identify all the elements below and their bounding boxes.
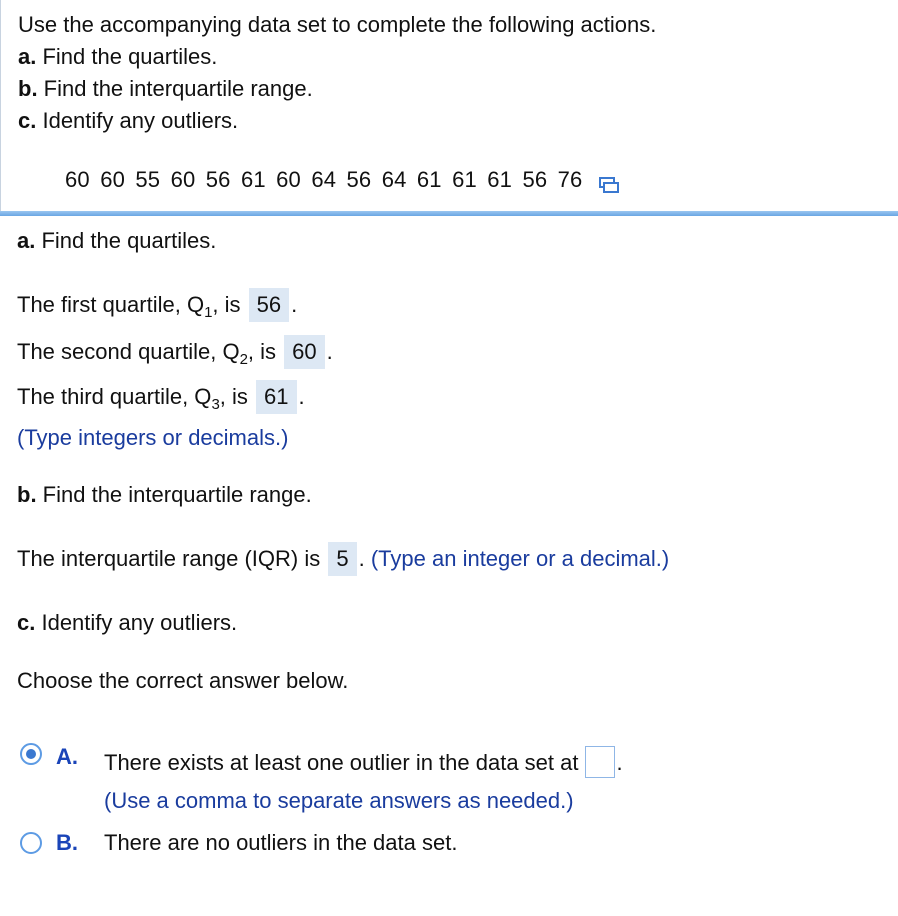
problem-item-letter: c. xyxy=(18,108,37,133)
part-c-letter: c. xyxy=(17,610,36,635)
option-a-text[interactable] xyxy=(104,746,623,780)
q1-subscript: 1 xyxy=(204,304,213,321)
part-c-instruction: Choose the correct answer below. xyxy=(17,668,349,693)
option-b-text[interactable]: There are no outliers in the data set. xyxy=(104,830,458,855)
q2-mid: , is xyxy=(247,339,277,364)
iqr-line xyxy=(17,542,669,576)
iqr-suffix: . xyxy=(358,546,365,571)
data-value: 61 xyxy=(487,167,519,192)
option-a-hint: (Use a comma to separate answers as needed.) xyxy=(104,788,574,813)
iqr-hint: (Type an integer or a decimal.) xyxy=(370,546,670,571)
q2-subscript: 2 xyxy=(239,351,248,368)
problem-intro: Use the accompanying data set to complete the following actions. xyxy=(18,12,657,37)
data-value: 61 xyxy=(416,167,449,192)
data-value: 56 xyxy=(346,167,378,192)
q1-answer-box[interactable]: 56 xyxy=(249,288,289,322)
option-a-label: There exists at least one outlier in the data set at xyxy=(104,750,579,775)
problem-item-b xyxy=(18,74,313,104)
data-value: 61 xyxy=(240,167,273,192)
part-c-heading xyxy=(17,606,237,640)
q3-subscript: 3 xyxy=(211,396,220,413)
data-value: 56 xyxy=(522,167,554,192)
part-c-heading-text: Identify any outliers. xyxy=(35,610,238,635)
data-value: 64 xyxy=(311,167,343,192)
option-b-radio[interactable] xyxy=(20,832,42,854)
q2-prefix: The second quartile, Q xyxy=(17,339,240,364)
iqr-answer-box[interactable]: 5 xyxy=(328,542,356,576)
q3-line xyxy=(17,380,305,414)
iqr-prefix: The interquartile range (IQR) is xyxy=(17,546,321,571)
q2-answer-box[interactable]: 60 xyxy=(284,335,324,369)
data-value: 61 xyxy=(452,167,484,192)
problem-item-a xyxy=(18,42,217,72)
q3-answer-box[interactable]: 61 xyxy=(256,380,296,414)
data-values xyxy=(65,167,587,192)
part-a-hint: (Type integers or decimals.) xyxy=(17,425,289,450)
q3-suffix: . xyxy=(298,384,305,409)
q2-suffix: . xyxy=(326,339,333,364)
part-b-heading xyxy=(17,478,312,512)
part-a-heading xyxy=(17,224,216,258)
q1-suffix: . xyxy=(291,292,298,317)
data-value: 64 xyxy=(381,167,413,192)
q1-mid: , is xyxy=(212,292,241,317)
q3-mid: , is xyxy=(219,384,248,409)
section-divider xyxy=(0,211,898,216)
problem-item-text: Find the quartiles. xyxy=(36,44,218,69)
q1-line xyxy=(17,288,297,322)
data-value: 60 xyxy=(170,167,202,192)
data-value: 60 xyxy=(100,167,132,192)
part-a-letter: a. xyxy=(17,228,36,253)
copy-data-icon[interactable] xyxy=(599,170,619,188)
q2-line xyxy=(17,335,333,369)
q3-prefix: The third quartile, Q xyxy=(17,384,212,409)
problem-item-c xyxy=(18,106,238,136)
problem-item-text: Find the interquartile range. xyxy=(37,76,313,101)
problem-item-letter: b. xyxy=(18,76,38,101)
problem-statement xyxy=(0,0,898,212)
outlier-input[interactable] xyxy=(585,746,615,778)
q1-prefix: The first quartile, Q xyxy=(17,292,205,317)
part-b-heading-text: Find the interquartile range. xyxy=(36,482,312,507)
data-value: 60 xyxy=(276,167,308,192)
option-a-radio[interactable] xyxy=(20,743,42,765)
option-a-letter[interactable]: A. xyxy=(56,744,78,769)
part-b-letter: b. xyxy=(17,482,37,507)
data-value: 55 xyxy=(135,167,167,192)
data-value: 76 xyxy=(557,167,583,192)
data-value: 56 xyxy=(205,167,237,192)
data-value: 60 xyxy=(65,167,97,192)
part-a-heading-text: Find the quartiles. xyxy=(35,228,217,253)
option-b-letter[interactable]: B. xyxy=(56,830,78,855)
option-a-suffix: . xyxy=(616,750,623,775)
data-set xyxy=(65,163,619,197)
problem-item-letter: a. xyxy=(18,44,37,69)
problem-item-text: Identify any outliers. xyxy=(36,108,239,133)
